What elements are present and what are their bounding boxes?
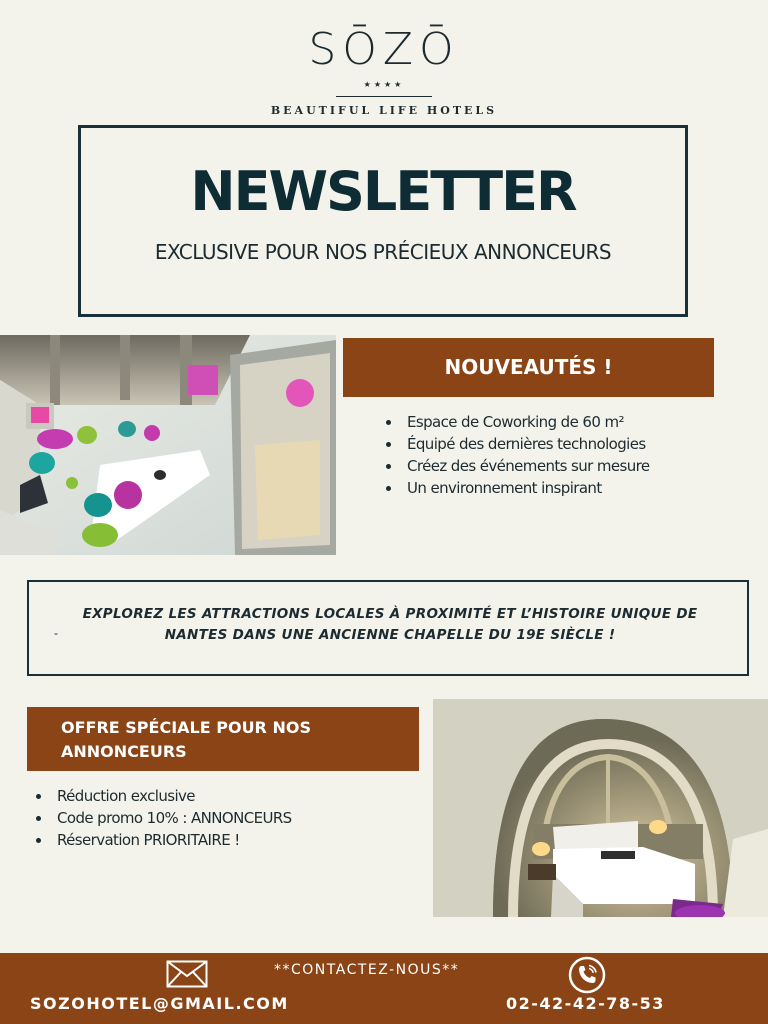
contact-label: **CONTACTEZ-NOUS** xyxy=(274,962,460,978)
mail-icon xyxy=(166,960,208,988)
offer-heading-line-1: OFFRE SPÉCIALE POUR NOS xyxy=(61,718,311,737)
brand-tagline: BEAUTIFUL LIFE HOTELS xyxy=(270,104,498,117)
list-item: Réduction exclusive xyxy=(33,785,423,807)
hotel-star-rating: ★★★★ xyxy=(363,80,405,89)
chapel-bedroom-photo xyxy=(433,699,768,917)
phone-number[interactable]: 02-42-42-78-53 xyxy=(506,994,665,1013)
phone-icon xyxy=(568,956,606,994)
list-item: Un environnement inspirant xyxy=(383,477,763,499)
email-link[interactable]: SOZOHOTEL@GMAIL.COM xyxy=(30,994,289,1013)
nouveautes-list xyxy=(383,411,763,499)
newsletter-subtitle: EXCLUSIVE POUR NOS PRÉCIEUX ANNONCEURS xyxy=(154,240,612,264)
explore-dash: - xyxy=(54,626,58,640)
coworking-space-photo xyxy=(0,335,336,555)
offer-list xyxy=(33,785,423,851)
offer-heading-line-2: ANNONCEURS xyxy=(61,742,187,761)
list-item: Créez des événements sur mesure xyxy=(383,455,763,477)
brand-logo: SŌZŌ xyxy=(308,24,460,75)
logo-divider xyxy=(336,96,432,97)
list-item: Espace de Coworking de 60 m² xyxy=(383,411,763,433)
list-item: Équipé des dernières technologies xyxy=(383,433,763,455)
list-item: Réservation PRIORITAIRE ! xyxy=(33,829,423,851)
newsletter-title: NEWSLETTER xyxy=(190,160,576,223)
explore-line-1: EXPLOREZ LES ATTRACTIONS LOCALES À PROXIMITÉ ET L’HISTOIRE UNIQUE DE xyxy=(82,606,698,622)
offer-heading xyxy=(27,707,419,771)
explore-line-2: NANTES DANS UNE ANCIENNE CHAPELLE DU 19E SIÈCLE ! xyxy=(164,627,616,643)
list-item: Code promo 10% : ANNONCEURS xyxy=(33,807,423,829)
nouveautes-heading: NOUVEAUTÉS ! xyxy=(343,338,714,397)
explore-text xyxy=(40,604,740,646)
